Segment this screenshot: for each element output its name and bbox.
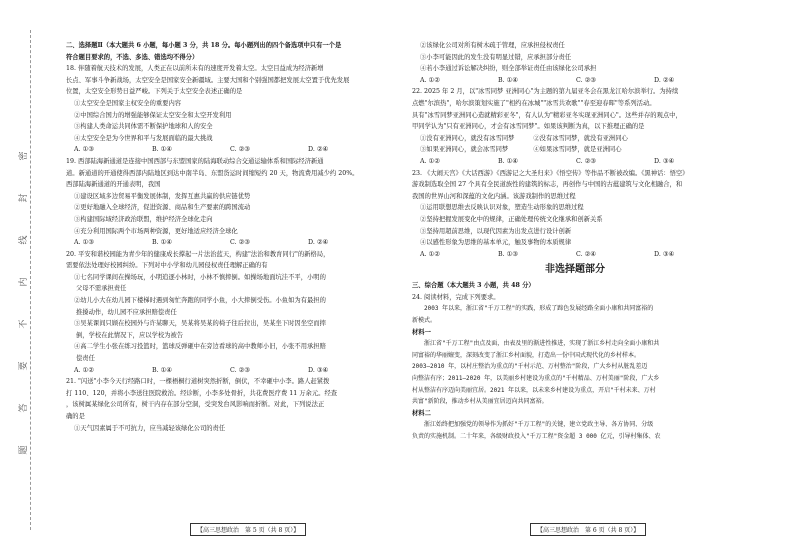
- text-line: 打 110、120，并将小李送往医院救治。经诊断，小李多处骨折，共花费医疗费 11 万余元。经查: [66, 389, 338, 397]
- text-line: 三、综合题（本大题共 3 小题，共 48 分）: [412, 282, 535, 290]
- answer-option: B. ①④: [498, 157, 518, 165]
- text-line: 偿责任: [76, 355, 95, 363]
- answer-option: A. ①②: [74, 366, 94, 374]
- answer-option: B. ①④: [152, 146, 172, 154]
- binding-word: 内: [18, 275, 30, 289]
- text-line: 19. 西部陆海新通道是连接中国西部与东盟国家的陆海联动综合交通运输体系和国际经济新通: [66, 157, 324, 165]
- text-line: 22. 2025 年 2 月，以"冰雪同梦 亚洲同心"为主题的第九届亚冬会在黑龙江哈尔滨举行。为持续: [412, 88, 679, 96]
- text-line: 西部陆海新通道的开通表明，我国: [66, 181, 161, 189]
- text-line: ①天气因素属于不可抗力，应当减轻该绿化公司的责任: [74, 424, 226, 432]
- text-line: 点燃"尔滨热"，哈尔滨策划实施了"相约在冰城""冰雪共欢歌""春至迎春晖"等系列活动。: [412, 99, 656, 107]
- text-line: 18. 伴随着航天技术的发展，人类正在以前所未有的速度开发着太空。太空目益成为经济新增: [66, 65, 324, 73]
- answer-option: D. ②④: [308, 146, 329, 154]
- answer-option: A. ①③: [74, 146, 94, 154]
- text-line: ④若小李通过诉讼解决纠纷，则全部举证责任由该绿化公司承担: [420, 65, 597, 73]
- page-6: [412, 40, 738, 443]
- answer-option: D. ②④: [654, 76, 675, 84]
- text-line: ①没有亚洲同心，就没有冰雪同梦 ②没有冰雪同梦，就没有亚洲同心: [420, 134, 628, 142]
- binding-word: 不: [18, 317, 30, 331]
- text-line: ③坚持用超前思维，以现代因素为出发点进行设计创新: [420, 227, 572, 235]
- answer-option: A. ①②: [420, 76, 440, 84]
- text-line: 新模式。: [412, 317, 437, 325]
- answer-option: C. ②③: [576, 76, 596, 84]
- q21-options: [412, 75, 738, 87]
- text-line: 20. 平安和谐校园能为青少年的健康成长撑起一片法治蓝天，构建"法治和教育同行"的新格局，: [66, 250, 330, 258]
- text-line: ④充分利用国际两个市场两种资源，更好地适应经济全球化: [74, 227, 238, 235]
- answer-option: D. ②④: [308, 239, 329, 247]
- text-line: ③如果亚洲同心，就会冰雪同梦 ④如果冰雪同梦，就是亚洲同心: [420, 146, 622, 154]
- q20-options: [66, 365, 386, 377]
- text-line: 游戏制选取全国 27 个具有全民道族性的建筑的标志，再创作与中国的古蕴建筑与文化相融合，和: [412, 181, 683, 189]
- answer-option: B. ①③: [498, 250, 518, 258]
- text-line: 向整洁有序；2011—2020 年，以美丽乡村建设为重点的"千村精品、万村美丽"阶段，广大乡: [412, 375, 660, 383]
- text-line: 位置，太空安全形势日益严峻。下列关于太空安全表述正确的是: [66, 88, 243, 96]
- answer-option: D. ③④: [654, 250, 675, 258]
- text-line: 村从整洁有序迈向美丽宜居。2021 年以来，以未来乡村建设为重点，开启"千村未来、万村: [412, 386, 656, 394]
- text-line: ③构建人类命运共同体需不断保护地球和人的安全: [74, 123, 213, 131]
- answer-option: D. ③④: [308, 366, 329, 374]
- answer-option: B. ①④: [498, 76, 518, 84]
- q19-options: [66, 237, 386, 249]
- text-line: 甲同学认为"只有亚洲同心，才会有冰雪同梦"。如果该判断为真，以下推理正确的是: [412, 123, 645, 131]
- text-line: 符合题目要求的，不选、多选、错选均不得分）: [66, 53, 199, 61]
- answer-option: A. ①②: [420, 157, 440, 165]
- binding-dashed-line: [30, 30, 31, 530]
- text-line: 我国的世界山河和深蕴的文化内涵。该游戏制作的思维过程: [412, 192, 576, 200]
- text-line: 浙江始终把加强党的领导作为抓好"千万工程"的关键，建立党政主导、各方协同、分级: [412, 421, 654, 429]
- answer-option: D. ③④: [654, 157, 675, 165]
- text-line: 共富"新阶段，推动乡村从美丽宜居迈向共同富裕。: [412, 398, 548, 406]
- text-line: 同富裕的华丽嬗变，深刻改变了浙江乡村面貌，打造出一份中国式现代化的乡村样本。: [412, 351, 641, 359]
- text-line: 浙江省"千万工程"由点及面，由表及里的渐进性推进，实现了浙江乡村走向全面小康和共: [412, 340, 660, 348]
- page-5-footer: 【高三思想政治 第 5 页（共 8 页）】: [190, 523, 306, 536]
- text-line: 材料一: [412, 328, 431, 336]
- q23-options: [412, 249, 738, 261]
- text-line: ①太空安全是国家主权安全的重要内容: [74, 99, 182, 107]
- text-line: 推搡动作，幼儿园不应承担赔偿责任: [76, 308, 177, 316]
- text-line: ③小李可能因此的发生没有明显过错，应承担部分责任: [420, 53, 572, 61]
- text-line: 具有"冰雪同梦亚洲同心造就精彩亚冬"，有人认为"精彩亚冬实现亚洲同心"。这些并存的观点中，: [412, 111, 682, 119]
- text-line: ①运用联想思维去反映认识对象，塑造生动形象的思维过程: [420, 204, 584, 212]
- text-line: 21. "闪送"小李今天行经路口时，一棵梧桐行道树突然折断，倒伏，不幸砸中小李。路人赶紧拨: [66, 378, 330, 386]
- text-line: ②中国综合国力的增强能够保证太空安全和太空开发利用: [74, 111, 232, 119]
- text-line: 2003—2010 年，以村庄整治为重点的"千村示范、万村整治"阶段，广大乡村从脏乱差迈: [412, 363, 648, 371]
- answer-option: C. ②③: [230, 239, 250, 247]
- binding-word: 题: [18, 443, 30, 457]
- page-6-footer: 【高三思想政治 第 6 页（共 8 页）】: [530, 523, 646, 536]
- text-line: ②坚持把握发展变化中的规律，正确处理传统文化继承和创新关系: [420, 215, 603, 223]
- text-line: ④以感性形象为思维的基本单元，触及事物的本质规律: [420, 239, 572, 247]
- text-line: 父母不需承担责任: [76, 285, 127, 293]
- binding-word: 封: [18, 191, 30, 205]
- section-title: 非选择题部分: [545, 264, 605, 276]
- text-line: 2003 年以来，浙江省"千万工程"的实践，形成了蹄色发展经路全面小康和共同富裕的: [412, 305, 654, 313]
- text-line: 材料二: [412, 409, 431, 417]
- binding-margin: [0, 0, 64, 554]
- text-line: 二、选择题Ⅱ（本大题共 6 小题，每小题 3 分，共 18 分。每小题列出的四个备选项中只有一个是: [66, 42, 342, 49]
- answer-option: C. ②③: [230, 146, 250, 154]
- binding-word: 要: [18, 359, 30, 373]
- answer-option: C. ②③: [576, 157, 596, 165]
- answer-option: A. ①②: [420, 250, 440, 258]
- text-line: 24. 阅读材料，完成下列要求。: [412, 293, 500, 301]
- text-line: 道。新通道的开通使得西部内陆地区到达中南半岛、东盟货运时间缩短约 20 天，物流费用减少约 20%。: [66, 169, 359, 177]
- text-line: ，该树属某绿化公司所有，树干内存在部分空洞，受突发台风影响而折断。对此，下列说法正: [66, 401, 325, 409]
- text-line: 确的是: [66, 413, 85, 420]
- text-line: 负责的实施机制。二十年来，各级财政投入"千万工程"资金超 3 000 亿元，引导村集体、农: [412, 433, 661, 440]
- text-line: ②更好地融入全球经济，促进资源、商品和生产要素的跨国流动: [74, 204, 251, 212]
- answer-option: B. ①④: [152, 239, 172, 247]
- binding-word: 密: [18, 149, 30, 163]
- text-line: 23. 《大闹天宫》《大话西游》《西游记之大圣归来》《悟空传》等作品不断被改编。《黑神话：悟空》: [412, 169, 689, 177]
- answer-option: C. ②④: [576, 250, 596, 258]
- text-line: ③吴某课间只顾在校园外与许某聊天，吴某将吴某的椅子往后拉出，吴某坐下时因坐空而摔: [74, 320, 326, 328]
- answer-option: A. ①③: [74, 239, 94, 247]
- text-line: 倒，学校在此情况下，应以学校为被告: [76, 331, 184, 339]
- text-line: 需要依法处理好校园纠纷。下列对中小学和幼儿园侵权责任理解正确的有: [66, 262, 268, 270]
- answer-option: B. ①④: [152, 366, 172, 374]
- q18-options: [66, 144, 386, 156]
- text-line: ④太空安全是为今世界和平与发展面临的最大挑战: [74, 134, 213, 142]
- binding-word: 答: [18, 401, 30, 415]
- text-line: ③构建国际域经济政治联盟，维护经济全球化走向: [74, 215, 213, 223]
- q22-options: [412, 156, 738, 168]
- answer-option: C. ②③: [230, 366, 250, 374]
- text-line: 长点、军事斗争新战场，太空安全是国家安全新疆域。主要大国和个别强国都把发展太空置于优先发展: [66, 76, 350, 84]
- binding-word: 线: [18, 233, 30, 247]
- text-line: ①七名同学课间在操场玩，小明追逐小林时，小林不慎摔倒。如操场地面坑洼不平，小明的: [74, 273, 326, 281]
- text-line: ②该绿化公司对所有树木疏于管理，应承担侵权责任: [420, 42, 565, 49]
- page-5: [66, 40, 386, 434]
- text-line: ②幼儿小大在幼儿园下楼梯时遇到匆忙奔跑的同学小鱼，小大摔倒受伤。小鱼如为有最担的: [74, 297, 326, 305]
- text-line: ④高二学生小张在练习投篮时，篮球反弹砸中在旁边看球的高中教师小旧，小张不用承担赔: [74, 343, 326, 351]
- text-line: ①建设区域多边贸易平衡发展体制，发挥互惠共赢的供应链优势: [74, 192, 251, 200]
